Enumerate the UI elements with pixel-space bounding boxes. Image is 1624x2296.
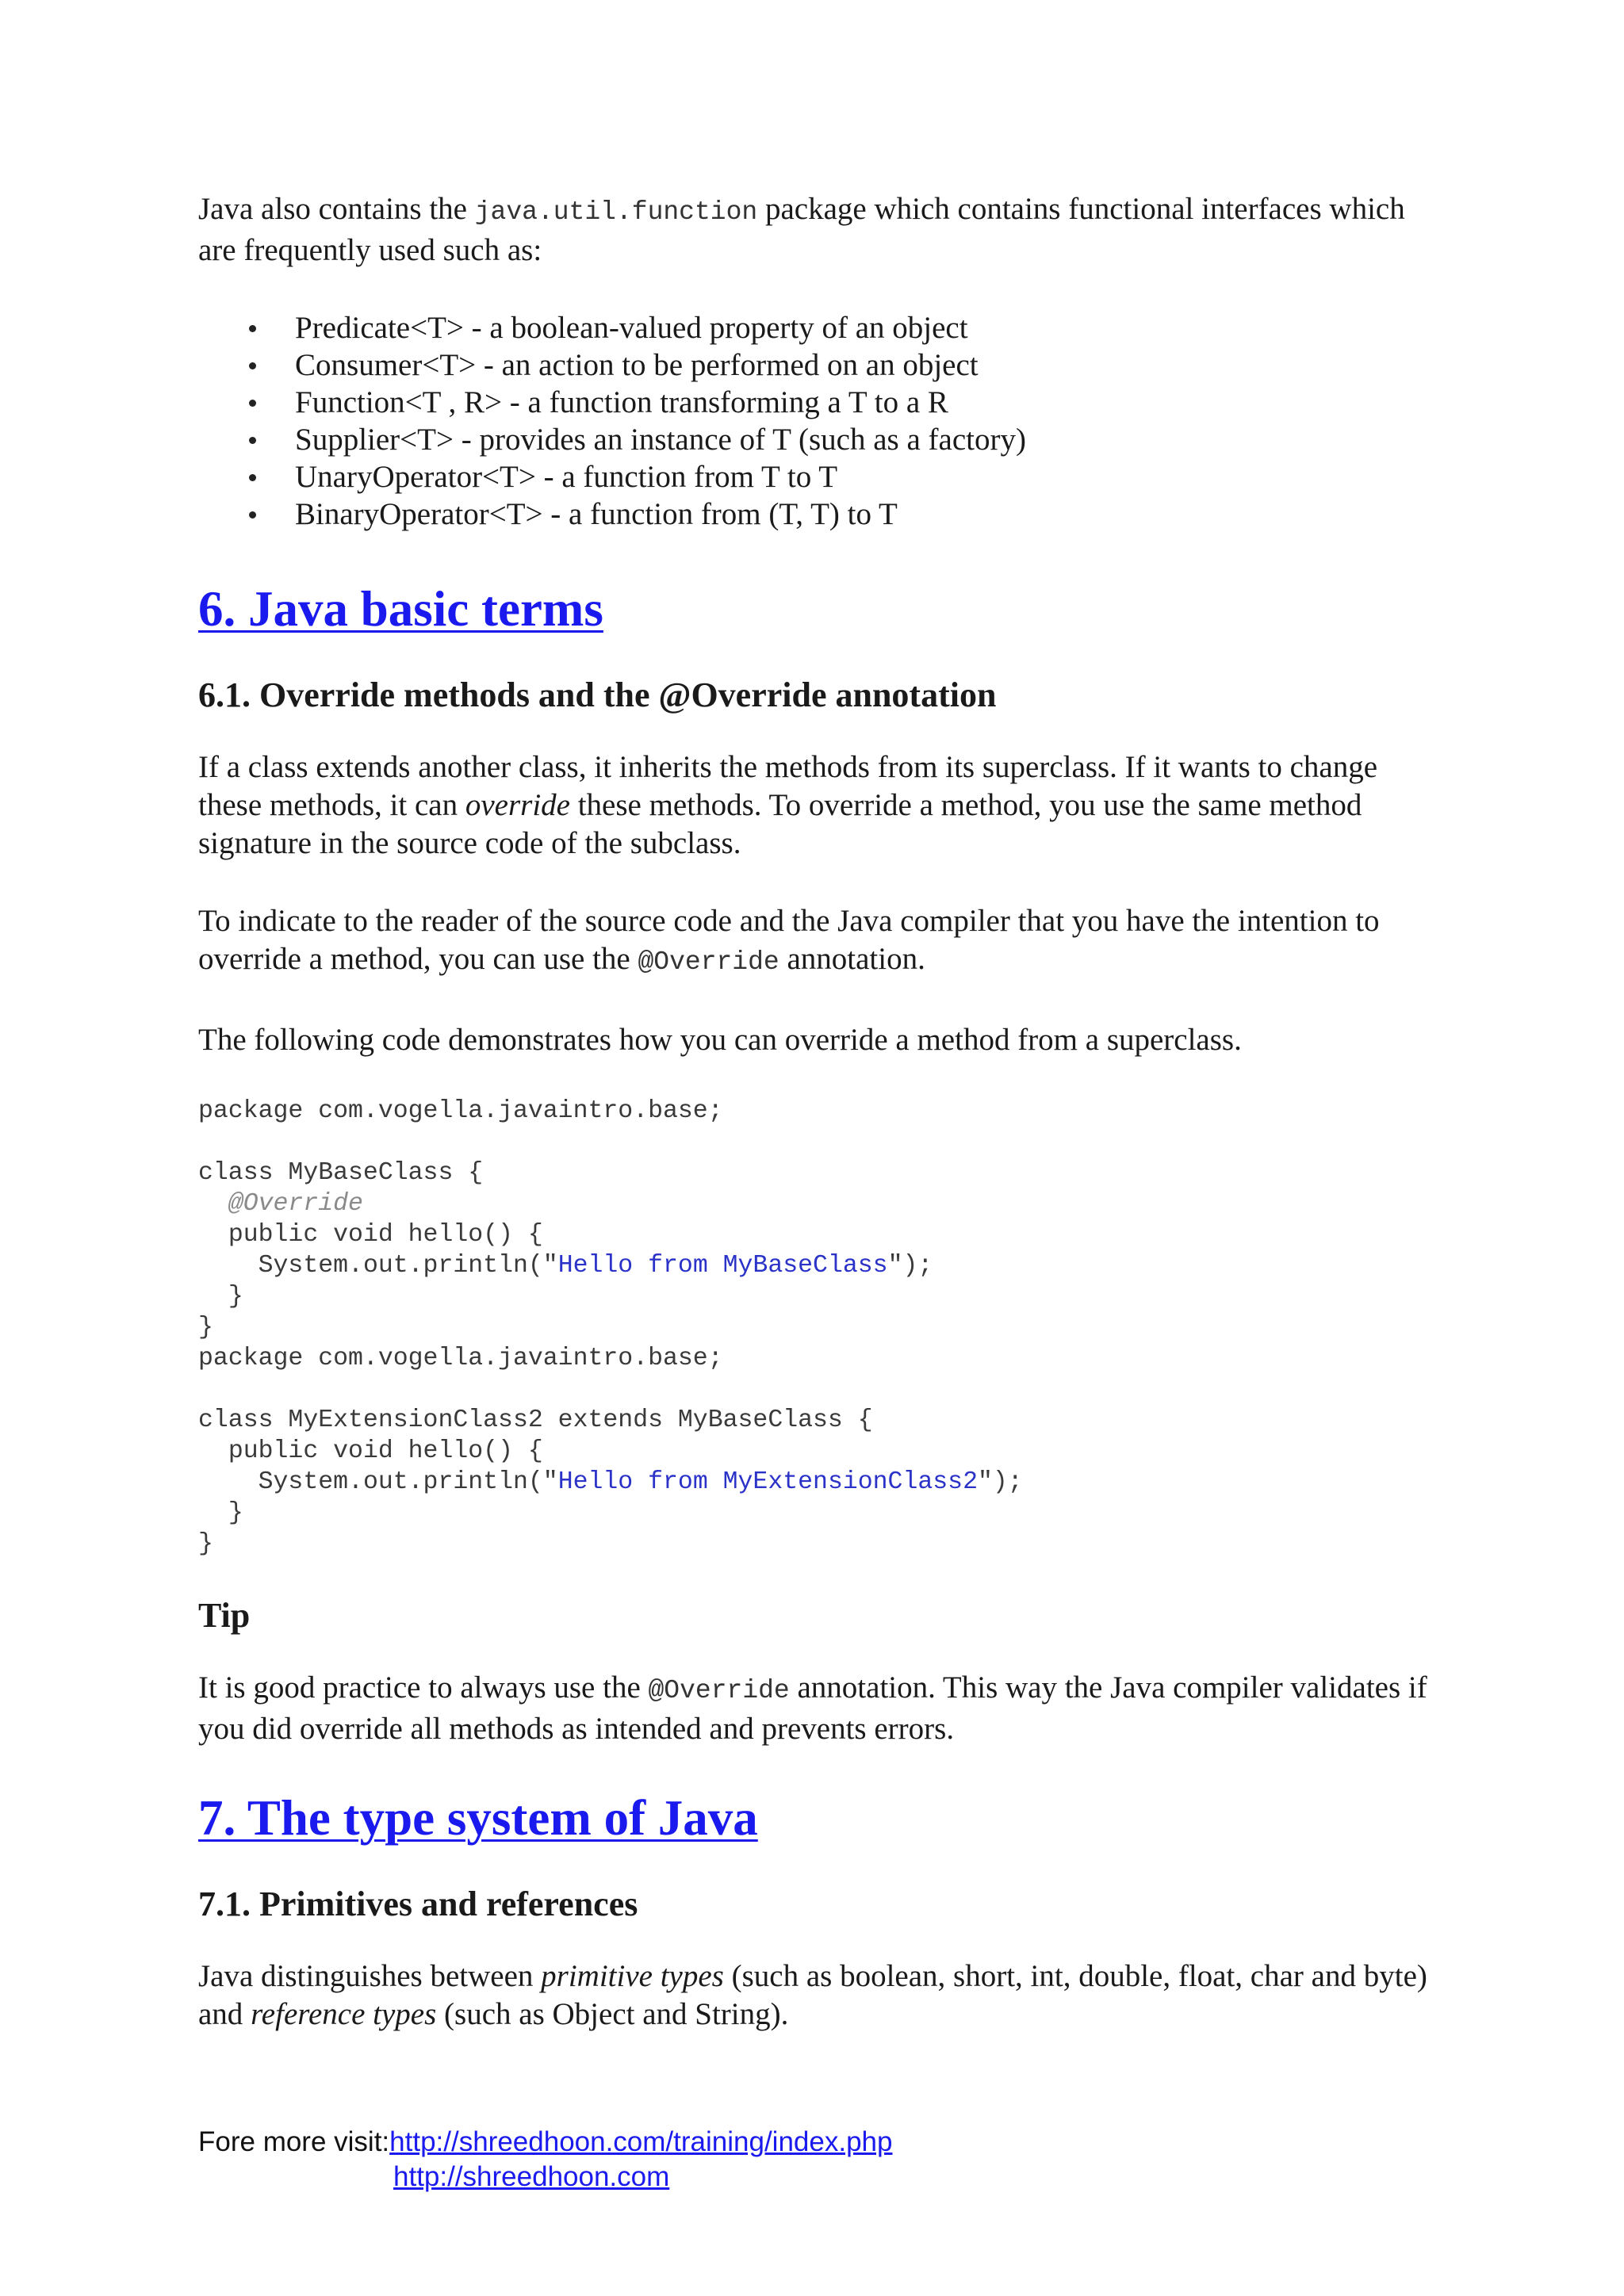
emphasis-text: reference types: [251, 1997, 437, 2031]
footer-line-2: [198, 2160, 892, 2195]
emphasis-text: override: [465, 788, 570, 822]
list-item: UnaryOperator<T> - a function from T to T: [198, 458, 1435, 496]
code-line: [198, 1405, 1435, 1436]
list-item: Function<T , R> - a function transforming a T to a R: [198, 384, 1435, 421]
paragraph-text: annotation. This way the Java compiler validates if you did override all methods as intended and prevents errors.: [198, 1670, 1427, 1746]
footer-home-link[interactable]: http://shreedhoon.com: [393, 2161, 670, 2192]
paragraph-text: Java distinguishes between: [198, 1959, 542, 1993]
interface-list: [198, 309, 1435, 533]
code-line: [198, 1343, 1435, 1374]
code-text: class MyBaseClass {: [198, 1159, 484, 1187]
footer-label: Fore more visit:: [198, 2126, 390, 2157]
emphasis-text: primitive types: [541, 1959, 724, 1993]
paragraph-text: To indicate to the reader of the source code and the Java compiler that you have the intention to override a method, you can use the: [198, 904, 1380, 976]
paragraph-text: annotation.: [779, 942, 925, 976]
tip-heading: Tip: [198, 1596, 251, 1635]
paragraph-text: If a class extends another class, it inherits the methods from its superclass. If it wants to change these methods, it can: [198, 750, 1378, 822]
override-paragraph-2: [198, 902, 1435, 982]
code-line: [198, 1096, 1435, 1127]
code-text: }: [198, 1530, 213, 1558]
override-paragraph-3: The following code demonstrates how you can override a method from a superclass.: [198, 1023, 1242, 1057]
code-line: [198, 1436, 1435, 1467]
code-block-base-class: [198, 1096, 1435, 1343]
override-paragraph-1: [198, 748, 1435, 863]
paragraph-text: (such as boolean, short, int, double, float, char and byte) and: [198, 1959, 1427, 2031]
intro-text: Java also contains the: [198, 192, 475, 226]
code-line: [198, 1467, 1435, 1498]
code-text: package com.vogella.javaintro.base;: [198, 1345, 723, 1372]
list-item: Supplier<T> - provides an instance of T (such as a factory): [198, 421, 1435, 458]
intro-code: java.util.function: [474, 197, 758, 227]
code-text: ");: [887, 1252, 933, 1280]
paragraph-text: It is good practice to always use the: [198, 1670, 649, 1705]
paragraph-text: (such as Object and String).: [436, 1997, 789, 2031]
code-block-extension-class: [198, 1343, 1435, 1559]
section-7-heading-link[interactable]: 7. The type system of Java: [198, 1790, 758, 1846]
annotation-text: @Override: [228, 1190, 363, 1218]
inline-code: @Override: [638, 947, 779, 977]
list-item: Predicate<T> - a boolean-valued property of an object: [198, 309, 1435, 346]
inline-code: @Override: [648, 1676, 790, 1705]
code-text: ");: [977, 1468, 1023, 1496]
paragraph-text: these methods. To override a method, you use the same method signature in the source code of the subclass.: [198, 788, 1362, 860]
code-line: [198, 1250, 1435, 1281]
string-literal: Hello from MyBaseClass: [557, 1252, 888, 1280]
code-line: [198, 1188, 1435, 1219]
code-text: }: [198, 1314, 213, 1341]
section-6-1-heading: 6.1. Override methods and the @Override annotation: [198, 675, 997, 714]
section-6-heading-link[interactable]: 6. Java basic terms: [198, 581, 603, 637]
code-blank-line: [198, 1374, 1435, 1405]
footer-training-link[interactable]: http://shreedhoon.com/training/index.php: [389, 2126, 893, 2157]
code-text: package com.vogella.javaintro.base;: [198, 1097, 723, 1125]
document-page: [198, 190, 1435, 2073]
code-line: [198, 1529, 1435, 1559]
code-text: }: [228, 1499, 243, 1527]
code-text: }: [228, 1283, 243, 1311]
code-line: [198, 1158, 1435, 1188]
code-blank-line: [198, 1127, 1435, 1158]
primitives-paragraph: [198, 1957, 1435, 2034]
code-text: public void hello() {: [228, 1221, 543, 1249]
code-text: class MyExtensionClass2 extends MyBaseClass {: [198, 1406, 873, 1434]
tip-paragraph: [198, 1669, 1435, 1748]
section-7-1-heading: 7.1. Primitives and references: [198, 1885, 638, 1923]
list-item: BinaryOperator<T> - a function from (T, T) to T: [198, 496, 1435, 533]
string-literal: Hello from MyExtensionClass2: [557, 1468, 978, 1496]
code-line: [198, 1281, 1435, 1312]
intro-paragraph: [198, 190, 1435, 270]
code-line: [198, 1219, 1435, 1250]
list-item: Consumer<T> - an action to be performed on an object: [198, 346, 1435, 384]
page-footer: [198, 2125, 892, 2195]
code-text: public void hello() {: [228, 1437, 543, 1465]
intro-text-end: package which contains functional interfaces which are frequently used such as:: [198, 192, 1405, 267]
code-line: [198, 1312, 1435, 1343]
footer-line-1: [198, 2125, 892, 2160]
code-text: System.out.println(": [258, 1468, 558, 1496]
code-text: System.out.println(": [258, 1252, 558, 1280]
code-line: [198, 1498, 1435, 1529]
